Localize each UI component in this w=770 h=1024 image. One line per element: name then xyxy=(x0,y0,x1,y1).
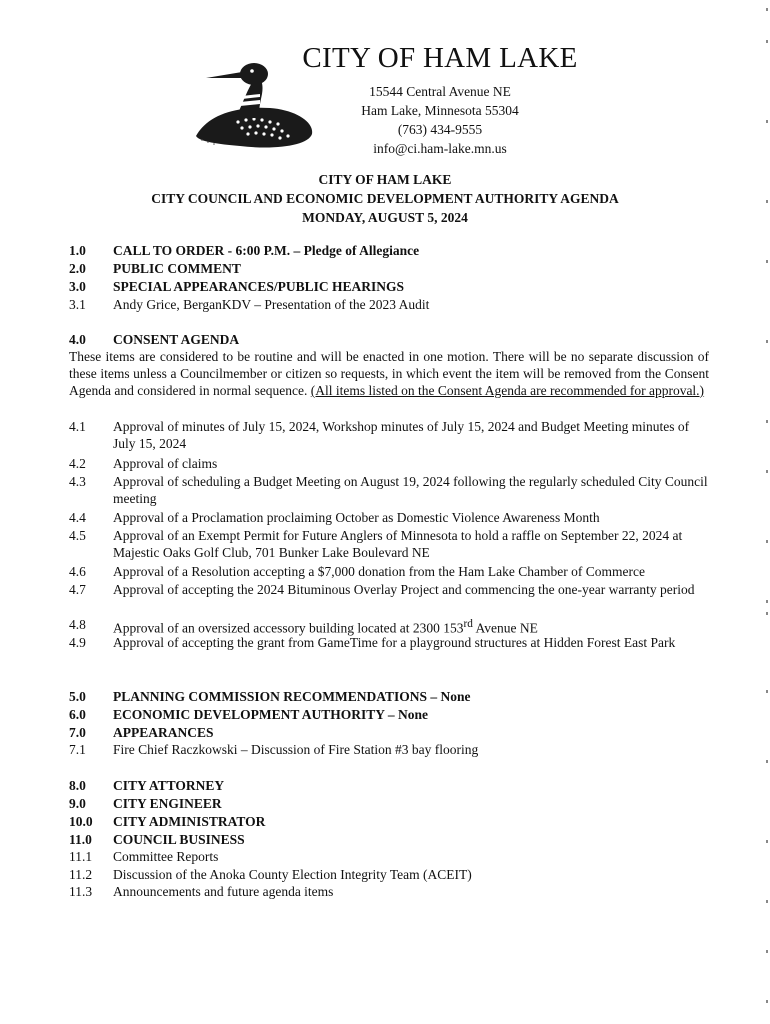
item-number: 4.2 xyxy=(69,456,86,471)
item-number: 6.0 xyxy=(69,707,86,722)
item-text: ECONOMIC DEVELOPMENT AUTHORITY – None xyxy=(113,707,429,722)
item-text-main: Approval of an oversized accessory building located at 2300 153 xyxy=(113,620,464,636)
item-text: Announcements and future agenda items xyxy=(113,884,334,899)
item-number: 4.0 xyxy=(69,332,86,347)
item-text: Approval of scheduling a Budget Meeting on August 19, 2024 following the regularly scheduled City Council meeting xyxy=(113,474,708,506)
item-number: 4.4 xyxy=(69,510,86,525)
item-text: Approval of accepting the grant from GameTime for a playground structures at Hidden Forest East Park xyxy=(113,635,676,650)
title-line-3: MONDAY, AUGUST 5, 2024 xyxy=(302,210,468,225)
consent-description-text: These items are considered to be routine and will be enacted in one motion. There will be no separate discussion of these items unless a Councilmember or citizen so requests, in which event the item will be removed from the Consent Agenda and considered in normal sequence. xyxy=(69,349,709,398)
item-text: Andy Grice, BerganKDV – Presentation of the 2023 Audit xyxy=(113,297,430,312)
item-text: Approval of minutes of July 15, 2024, Workshop minutes of July 15, 2024 and Budget Meeting minutes of July 15, 2024 xyxy=(113,419,690,451)
item-number: 3.1 xyxy=(69,297,86,312)
item-text: PUBLIC COMMENT xyxy=(113,261,241,276)
item-text: Approval of an Exempt Permit for Future Anglers of Minnesota to hold a raffle on September 22, 2024 at Majestic Oaks Golf Club, 701 Bunker Lake Boulevard NE xyxy=(113,528,683,560)
ordinal-suffix: rd xyxy=(463,618,473,630)
item-number: 9.0 xyxy=(69,796,86,811)
scan-edge-marks xyxy=(762,0,768,1024)
item-text: APPEARANCES xyxy=(113,725,214,740)
item-text: CALL TO ORDER - 6:00 P.M. – Pledge of Allegiance xyxy=(113,243,420,258)
title-line-2: CITY COUNCIL AND ECONOMIC DEVELOPMENT AUTHORITY AGENDA xyxy=(151,191,619,206)
item-number: 4.6 xyxy=(69,564,86,579)
item-text: SPECIAL APPEARANCES/PUBLIC HEARINGS xyxy=(113,279,405,294)
city-state-zip: Ham Lake, Minnesota 55304 xyxy=(361,103,519,118)
item-text: Committee Reports xyxy=(113,849,219,864)
item-number: 1.0 xyxy=(69,243,86,258)
item-number: 10.0 xyxy=(69,814,93,829)
item-number: 4.8 xyxy=(69,617,86,632)
item-number: 4.3 xyxy=(69,474,86,489)
item-text: Approval of a Proclamation proclaiming October as Domestic Violence Awareness Month xyxy=(113,510,600,525)
email-address: info@ci.ham-lake.mn.us xyxy=(373,141,507,156)
item-text: CONSENT AGENDA xyxy=(113,332,240,347)
consent-agenda-description xyxy=(69,348,709,399)
item-text: PLANNING COMMISSION RECOMMENDATIONS – None xyxy=(113,689,471,704)
item-number: 7.1 xyxy=(69,742,86,757)
item-number: 11.3 xyxy=(69,884,93,899)
letterhead xyxy=(280,40,600,158)
item-number: 2.0 xyxy=(69,261,86,276)
item-number: 5.0 xyxy=(69,689,86,704)
item-text: Approval of a Resolution accepting a $7,000 donation from the Ham Lake Chamber of Commerce xyxy=(113,564,645,579)
item-number: 7.0 xyxy=(69,725,86,740)
item-text-end: Avenue NE xyxy=(472,620,538,636)
item-text: Approval of accepting the 2024 Bituminous Overlay Project and commencing the one-year warranty period xyxy=(113,582,695,597)
item-text: Approval of claims xyxy=(113,456,218,471)
agenda-title xyxy=(0,170,770,227)
item-number: 3.0 xyxy=(69,279,86,294)
item-text: CITY ADMINISTRATOR xyxy=(113,814,266,829)
item-number: 11.0 xyxy=(69,832,92,847)
phone-number: (763) 434-9555 xyxy=(397,122,483,137)
item-text: CITY ENGINEER xyxy=(113,796,222,811)
city-name: CITY OF HAM LAKE xyxy=(302,42,578,74)
item-number: 4.9 xyxy=(69,635,86,650)
item-number: 4.5 xyxy=(69,528,86,543)
title-line-1: CITY OF HAM LAKE xyxy=(318,172,452,187)
item-number: 4.1 xyxy=(69,419,86,434)
street-address: 15544 Central Avenue NE xyxy=(369,84,511,99)
item-text: CITY ATTORNEY xyxy=(113,778,225,793)
consent-approval-note: (All items listed on the Consent Agenda are recommended for approval.) xyxy=(310,383,705,398)
item-text: COUNCIL BUSINESS xyxy=(113,832,245,847)
item-number: 11.2 xyxy=(69,867,93,882)
item-number: 4.7 xyxy=(69,582,86,597)
item-text: Fire Chief Raczkowski – Discussion of Fire Station #3 bay flooring xyxy=(113,742,479,757)
item-text: Discussion of the Anoka County Election Integrity Team (ACEIT) xyxy=(113,867,472,882)
item-number: 8.0 xyxy=(69,778,86,793)
item-number: 11.1 xyxy=(69,849,93,864)
